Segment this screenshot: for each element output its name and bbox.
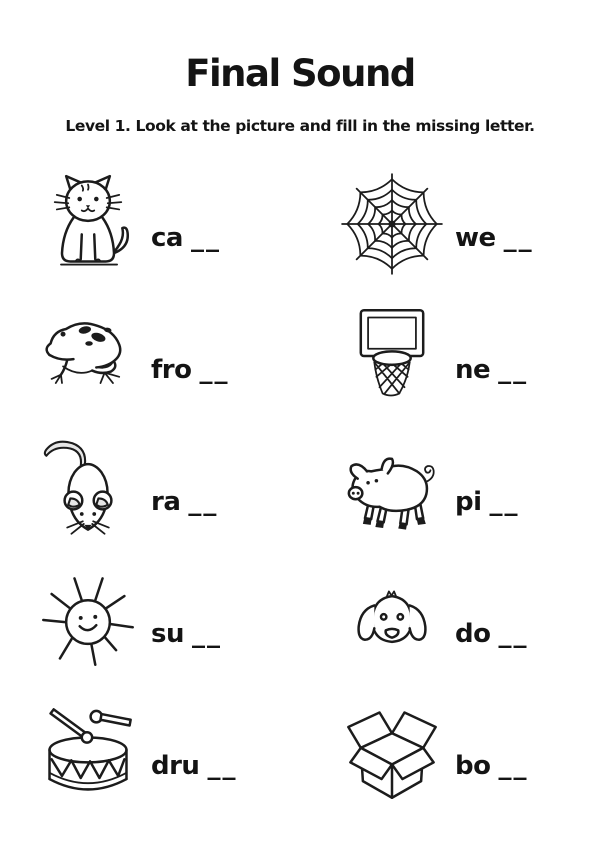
page-instructions: Level 1. Look at the picture and fill in the missing letter.: [65, 117, 535, 135]
item-label: [151, 355, 230, 385]
dog-icon: [340, 564, 444, 676]
sun-icon: [36, 564, 140, 676]
frog-icon: [36, 300, 140, 412]
word-prefix: fro: [151, 355, 192, 385]
worksheet-item-sun: [0, 554, 300, 686]
worksheet-grid: [0, 158, 600, 818]
rat-icon: [36, 432, 140, 544]
item-label: [455, 223, 534, 253]
worksheet-item-spider-web: [300, 158, 600, 290]
worksheet-item-basketball-net: [300, 290, 600, 422]
spider-web-icon: [340, 168, 444, 280]
word-prefix: ne: [455, 355, 491, 385]
worksheet-item-frog: [0, 290, 300, 422]
worksheet-item-pig: [300, 422, 600, 554]
cat-icon: [36, 168, 140, 280]
worksheet-item-box: [300, 686, 600, 818]
answer-blank[interactable]: __: [503, 223, 534, 253]
word-prefix: su: [151, 619, 184, 649]
item-label: [151, 223, 221, 253]
answer-blank[interactable]: __: [192, 619, 222, 649]
item-label: [151, 619, 222, 649]
item-label: [455, 619, 528, 649]
item-label: [151, 751, 237, 781]
answer-blank[interactable]: __: [489, 487, 520, 517]
worksheet-item-dog: [300, 554, 600, 686]
word-prefix: we: [455, 223, 496, 253]
word-prefix: do: [455, 619, 491, 649]
drum-icon: [36, 696, 140, 808]
word-prefix: ra: [151, 487, 181, 517]
answer-blank[interactable]: __: [498, 619, 529, 649]
answer-blank[interactable]: __: [207, 751, 238, 781]
answer-blank[interactable]: __: [190, 223, 221, 253]
answer-blank[interactable]: __: [199, 355, 230, 385]
worksheet-item-rat: [0, 422, 300, 554]
basketball-net-icon: [340, 300, 444, 412]
answer-blank[interactable]: __: [498, 751, 529, 781]
page-title: Final Sound: [185, 52, 415, 95]
word-prefix: dru: [151, 751, 200, 781]
item-label: [455, 751, 528, 781]
item-label: [455, 355, 528, 385]
item-label: [151, 487, 218, 517]
answer-blank[interactable]: __: [498, 355, 529, 385]
worksheet-item-drum: [0, 686, 300, 818]
word-prefix: pi: [455, 487, 482, 517]
item-label: [455, 487, 520, 517]
box-icon: [340, 696, 444, 808]
word-prefix: ca: [151, 223, 183, 253]
worksheet-item-cat: [0, 158, 300, 290]
answer-blank[interactable]: __: [188, 487, 219, 517]
word-prefix: bo: [455, 751, 491, 781]
pig-icon: [340, 432, 444, 544]
